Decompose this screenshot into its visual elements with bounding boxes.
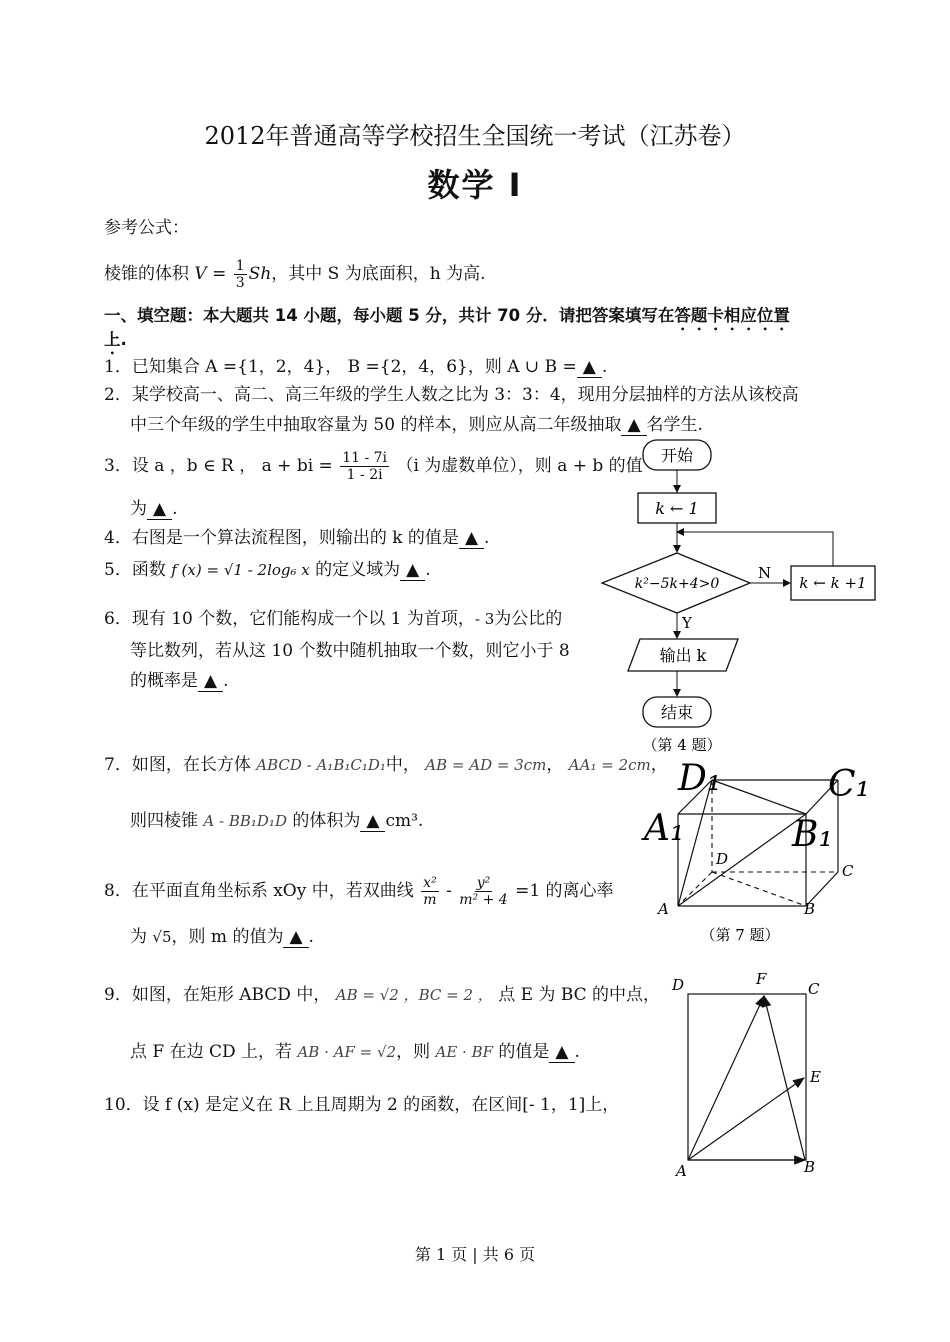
fig9-label-d: D <box>672 976 685 994</box>
subject-title: 数学 Ⅰ <box>427 166 523 204</box>
question-8-line2: 为 √5，则 m 的值为 ▲ . <box>130 927 314 947</box>
question-6-line3: 的概率是 ▲ . <box>130 671 229 691</box>
label-a: A <box>658 900 669 918</box>
flow-output-label: 输出 k <box>659 646 707 665</box>
flow-start-label: 开始 <box>660 446 694 465</box>
question-10: 10．设 f (x) 是定义在 R 上且周期为 2 的函数，在区间[- 1，1]上， <box>104 1095 620 1115</box>
question-3-line2: 为 ▲ . <box>130 499 178 519</box>
fig7-caption: （第 7 题） <box>700 926 780 944</box>
flow-no-label: N <box>758 564 772 582</box>
question-9-line2: 点 F 在边 CD 上，若 AB · AF = √2，则 AE · BF 的值是 ▲ . <box>130 1042 580 1062</box>
question-6-line1: 6．现有 10 个数，它们能构成一个以 1 为首项，- 3为公比的 <box>104 609 563 629</box>
label-c: C <box>842 862 854 880</box>
flow-condition-label: k²−5k+4>0 <box>634 576 720 592</box>
section-heading: 一、填空题：本大题共 14 小题，每小题 5 分，共计 70 分．请把答案填写在答题卡相应位置 <box>104 306 790 325</box>
flowchart-figure <box>598 436 880 758</box>
fig9-label-f: F <box>756 970 767 988</box>
fig9-label-b: B <box>804 1158 816 1176</box>
question-2-line2: 中三个年级的学生中抽取容量为 50 的样本，则应从高二年级抽取 ▲ 名学生. <box>130 415 703 435</box>
label-b1: B₁ <box>792 814 833 855</box>
rectangle-figure <box>668 966 838 1186</box>
label-c1: C₁ <box>828 764 870 805</box>
label-d1: D₁ <box>678 758 722 799</box>
fig9-label-e: E <box>810 1068 821 1086</box>
flow-yes-label: Y <box>682 614 692 632</box>
fig9-label-c: C <box>808 980 820 998</box>
question-8-line1: 8．在平面直角坐标系 xOy 中，若双曲线 $\frac{\text{x²}}{m}$ - $\frac{\text{y²}}{\text{m² + 4}}$ =1 的离心率 <box>104 875 614 908</box>
label-a1: A₁ <box>644 808 685 849</box>
fig9-label-a: A <box>676 1162 687 1180</box>
question-6-line2: 等比数列，若从这 10 个数中随机抽取一个数，则它小于 8 <box>130 641 570 661</box>
section-heading-tail: 上. <box>104 330 127 349</box>
question-5: 5．函数 f (x) = √1 - 2log₆ x 的定义域为 ▲ . <box>104 560 431 580</box>
flow-init-label: k ← 1 <box>655 499 699 518</box>
label-d: D <box>716 850 729 868</box>
question-7-line2: 则四棱锥 A - BB₁D₁D 的体积为 ▲ cm³. <box>130 811 424 831</box>
question-7-line1: 7．如图，在长方体 ABCD - A₁B₁C₁D₁中， AB = AD = 3cm， AA₁ = 2cm， <box>104 755 668 775</box>
pyramid-formula: 棱锥的体积 V = $\frac{1}{3}$ Sh，其中 S 为底面积，h 为高. <box>104 258 486 291</box>
question-3-line1: 3．设 a ，b ∈ R ， a + bi = $\frac{11 - 7i}{1 - 2i}$ （i 为虚数单位），则 a + b 的值 <box>104 450 643 483</box>
question-4: 4．右图是一个算法流程图，则输出的 k 的值是 ▲ . <box>104 528 490 548</box>
question-9-line1: 9．如图，在矩形 ABCD 中， AB = √2 ，BC = 2 ， 点 E 为 BC 的中点， <box>104 985 661 1005</box>
question-1: 1．已知集合 A ={1，2，4}， B ={2，4，6}，则 A ∪ B = ▲ . <box>104 357 608 377</box>
page-footer: 第 1 页 | 共 6 页 <box>414 1245 536 1264</box>
formulas-heading: 参考公式： <box>104 218 189 238</box>
question-2-line1: 2．某学校高一、高二、高三年级的学生人数之比为 3：3：4，现用分层抽样的方法从该校高 <box>104 385 799 405</box>
flow-end-label: 结束 <box>660 703 694 722</box>
flow-caption: （第 4 题） <box>642 736 722 754</box>
cuboid-figure <box>640 756 880 950</box>
label-b: B <box>804 900 816 918</box>
flow-update-label: k ← k +1 <box>799 574 867 592</box>
exam-title: 2012年普通高等学校招生全国统一考试（江苏卷） <box>204 122 746 150</box>
